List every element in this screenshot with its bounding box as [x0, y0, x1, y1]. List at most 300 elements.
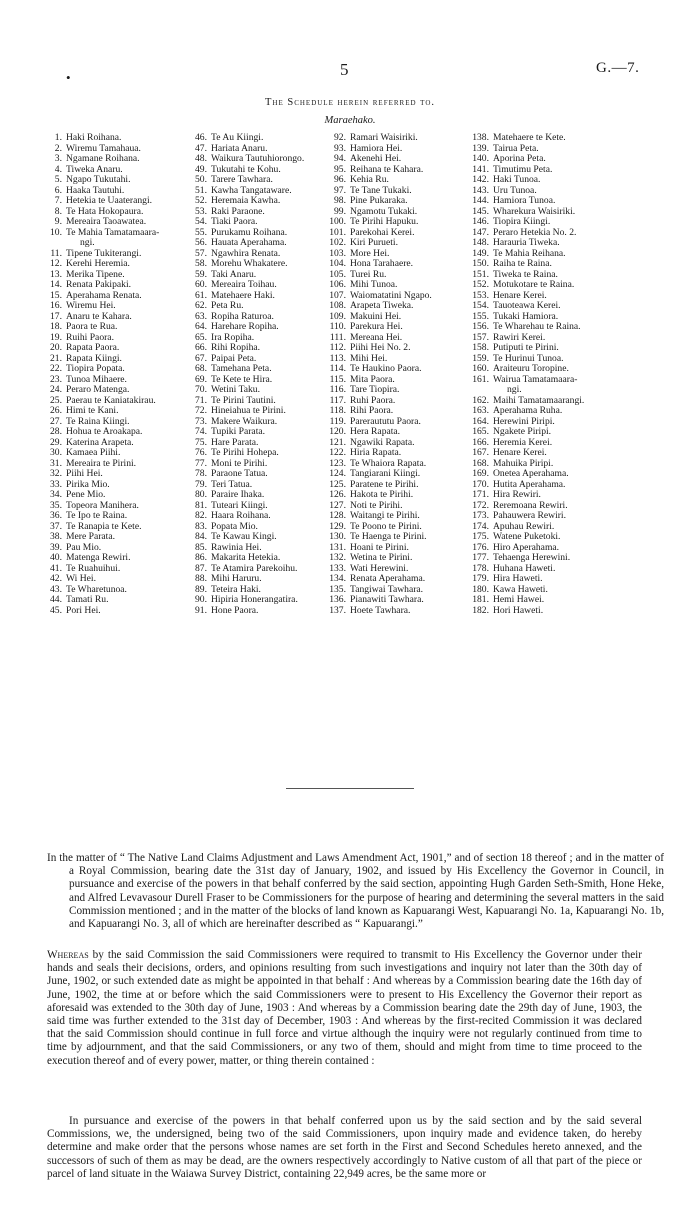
entry-name: Reihana te Kahara.	[350, 163, 424, 175]
entry-number: 66.	[195, 342, 207, 353]
entry-name: Harehare Ropiha.	[211, 321, 279, 332]
entry-number: 43.	[50, 583, 62, 595]
schedule-entry	[40, 511, 159, 522]
entry-number: 129.	[329, 520, 346, 532]
entry-number: 11.	[50, 247, 62, 259]
schedule-entry	[40, 606, 159, 617]
entry-name: Te Ruahuihui.	[66, 562, 121, 574]
entry-name: Makuini Hei.	[350, 310, 402, 322]
entry-number: 117.	[329, 394, 346, 406]
entry-name: Araiteuru Toropine.	[493, 363, 569, 374]
entry-number: 37.	[50, 520, 62, 532]
schedule-column-3	[324, 133, 432, 616]
schedule-entry	[185, 133, 304, 144]
entry-name: Rihi Ropiha.	[211, 342, 261, 353]
entry-number: 165.	[472, 426, 489, 437]
entry-name: Hoete Tawhara.	[350, 604, 411, 616]
entry-name: Ngawiki Rapata.	[350, 436, 415, 448]
entry-name: Kerehi Heremia.	[66, 258, 130, 269]
entry-number: 125.	[329, 478, 346, 490]
entry-number: 91.	[195, 604, 207, 616]
entry-name: Akenehi Hei.	[350, 153, 402, 164]
schedule-subtitle: Maraehako.	[324, 115, 376, 126]
entry-number: 143.	[472, 184, 489, 196]
entry-number: 18.	[50, 321, 62, 332]
entry-name: Te Hata Hokopaura.	[66, 205, 144, 217]
entry-name: Haki Roihana.	[66, 132, 122, 143]
entry-name: Matehaere te Kete.	[493, 132, 566, 143]
schedule-entry	[185, 301, 304, 312]
entry-name: Hineiahua te Pirini.	[211, 405, 286, 416]
schedule-entry	[324, 511, 432, 522]
entry-name: Hutita Aperahama.	[493, 478, 566, 490]
entry-name: Anaru te Kahara.	[66, 310, 132, 322]
entry-number: 153.	[472, 289, 489, 301]
entry-name: Te Tane Tukaki.	[350, 184, 412, 196]
entry-name: Henare Kerei.	[493, 447, 547, 458]
entry-name: Piihi Hei.	[66, 468, 103, 479]
entry-name: Hauata Aperahama.	[211, 237, 287, 248]
entry-number: 145.	[472, 205, 489, 217]
entry-name: Te Mahia Reihana.	[493, 247, 566, 259]
pursuance-paragraph: In pursuance and exercise of the powers in that behalf conferred upon us by the said section and by the said several Commissions, we, the undersigned, being two of the said Commissioners, upon inquiry made and evidence taken, do hereby determine and make order that the persons whose names are set forth in the First and Second Schedules hereto annexed, and the successors of such of them as may be dead, are the owners respectively accordingly to Native custom of all that part of the piece or parcel of land situate in the Waiawa Survey District, containing 22,949 acres, be the same more or	[47, 1115, 642, 1180]
entry-number: 113.	[329, 352, 346, 364]
entry-number: 112.	[329, 342, 346, 353]
schedule-entry	[324, 469, 432, 480]
entry-name: Wetina te Pirini.	[350, 552, 413, 563]
entry-number: 44.	[50, 594, 62, 605]
entry-number: 154.	[472, 300, 489, 311]
entry-number: 56.	[195, 237, 207, 248]
entry-number: 19.	[50, 331, 62, 343]
entry-name: Tiweka te Raina.	[493, 268, 558, 280]
entry-number: 170.	[472, 478, 489, 490]
entry-number: 168.	[472, 457, 489, 469]
entry-number: 70.	[195, 384, 207, 395]
entry-number: 127.	[329, 499, 346, 511]
entry-number: 41.	[50, 562, 62, 574]
schedule-entry	[467, 343, 584, 354]
entry-number: 73.	[195, 415, 207, 427]
schedule-entry	[185, 343, 304, 354]
entry-name: Mihi Hei.	[350, 352, 388, 364]
entry-name: Paraire Ihaka.	[211, 489, 265, 500]
schedule-entry	[324, 301, 432, 312]
entry-number: 141.	[472, 163, 489, 175]
schedule-entry	[185, 490, 304, 501]
entry-number: 30.	[50, 447, 62, 458]
entry-number: 23.	[50, 373, 62, 385]
entry-name: Waikura Tautuhiorongo.	[211, 153, 305, 164]
entry-number: 162.	[472, 394, 489, 406]
entry-number: 57.	[195, 247, 207, 259]
entry-number: 71.	[195, 394, 207, 406]
entry-name: Parekura Hei.	[350, 321, 403, 332]
schedule-entry	[40, 322, 159, 333]
entry-number: 102.	[329, 237, 346, 248]
entry-name: Raiha te Raina.	[493, 258, 552, 269]
schedule-entry	[40, 133, 159, 144]
entry-number: 167.	[472, 447, 489, 458]
entry-number: 52.	[195, 195, 207, 206]
entry-number: 175.	[472, 531, 489, 542]
schedule-entry	[40, 217, 159, 228]
entry-name: Maihi Tamatamaarangi.	[493, 394, 585, 406]
schedule-entry	[324, 595, 432, 606]
schedule-entry	[324, 322, 432, 333]
entry-name: Te Raina Kiingi.	[66, 415, 130, 427]
entry-name: Kamaea Piihi.	[66, 447, 121, 458]
entry-number: 60.	[195, 279, 207, 290]
entry-number: 122.	[329, 447, 346, 458]
schedule-entry	[467, 532, 584, 543]
entry-number: 144.	[472, 195, 489, 206]
entry-name: Ropiha Raturoa.	[211, 310, 274, 322]
entry-number: 128.	[329, 510, 346, 521]
entry-number: 88.	[195, 573, 207, 584]
entry-number: 98.	[334, 195, 346, 206]
entry-name: Ramari Waisiriki.	[350, 132, 418, 143]
entry-number: 138.	[472, 132, 489, 143]
entry-number: 28.	[50, 426, 62, 437]
entry-number: 160.	[472, 363, 489, 374]
margin-dot: •	[66, 70, 71, 85]
schedule-entry	[40, 280, 159, 291]
entry-number: 38.	[50, 531, 62, 542]
entry-name: Uru Tunoa.	[493, 184, 537, 196]
entry-name: Te Au Kiingi.	[211, 132, 264, 143]
entry-number: 31.	[50, 457, 62, 469]
entry-number: 15.	[50, 289, 62, 301]
schedule-entry	[467, 280, 584, 291]
entry-name: Motukotare te Raina.	[493, 279, 575, 290]
entry-number: 74.	[195, 426, 207, 437]
entry-name: Paratene te Pirihi.	[350, 478, 419, 490]
entry-number: 65.	[195, 331, 207, 343]
entry-name: Pine Pukaraka.	[350, 195, 408, 206]
entry-name-continuation: ngi.	[80, 237, 95, 248]
entry-name: Tairua Peta.	[493, 142, 539, 154]
schedule-entry	[467, 238, 584, 249]
entry-name: Putiputi te Pirini.	[493, 342, 559, 353]
schedule-entry	[324, 606, 432, 617]
entry-name: Wi Hei.	[66, 573, 96, 584]
entry-name: Wiremu Hei.	[66, 300, 116, 311]
entry-name: Tarere Tawhara.	[211, 174, 273, 185]
entry-number: 58.	[195, 258, 207, 269]
entry-number: 177.	[472, 552, 489, 563]
entry-name: Wharekura Waisiriki.	[493, 205, 576, 217]
schedule-entry	[467, 490, 584, 501]
entry-number: 118.	[329, 405, 346, 416]
entry-number: 166.	[472, 436, 489, 448]
entry-number: 27.	[50, 415, 62, 427]
entry-name: Parekohai Kerei.	[350, 226, 415, 238]
entry-number: 1.	[54, 132, 62, 143]
entry-name: Heremia Kerei.	[493, 436, 553, 448]
entry-number: 134.	[329, 573, 346, 584]
entry-number: 10.	[50, 226, 62, 238]
entry-number: 2.	[54, 142, 62, 154]
entry-name: Tukaki Hamiora.	[493, 310, 559, 322]
entry-name: Henare Kerei.	[493, 289, 547, 301]
page-number: 5	[340, 60, 349, 79]
entry-number: 103.	[329, 247, 346, 259]
schedule-entry	[324, 490, 432, 501]
schedule-entry	[185, 595, 304, 606]
entry-number: 21.	[50, 352, 62, 364]
schedule-entry	[40, 406, 159, 417]
entry-number: 96.	[334, 174, 346, 185]
entry-name: Pareraututu Paora.	[350, 415, 421, 427]
entry-number: 35.	[50, 499, 62, 511]
entry-number: 124.	[329, 468, 346, 479]
entry-name: Paora te Rua.	[66, 321, 118, 332]
entry-number: 172.	[472, 499, 489, 511]
entry-number: 49.	[195, 163, 207, 175]
entry-name: Hone Paora.	[211, 604, 259, 616]
entry-number: 121.	[329, 436, 346, 448]
entry-name: Tuteari Kiingi.	[211, 499, 268, 511]
entry-number: 4.	[54, 163, 62, 175]
schedule-entry	[467, 133, 584, 144]
entry-name: Tiaki Paora.	[211, 216, 258, 227]
schedule-entry	[40, 490, 159, 501]
entry-name: Rawiri Kerei.	[493, 331, 546, 343]
entry-number: 181.	[472, 594, 489, 605]
entry-name: Te Whaiora Rapata.	[350, 457, 427, 469]
entry-name: Ruihi Paora.	[66, 331, 114, 343]
whereas-text: by the said Commission the said Commissioners were required to transmit to His Excellency the Governor under their hands and seals their decisions, orders, and opinions resulting from such investigations and inquiry not later than the 30th day of June, 1902, or such extended date as might be appointed in that behalf : And whereas by a Commission bearing date the 16th day of June, 1902, the time at or before which the said Commissioners were to present to His Excellency the Governor their report as aforesaid was extended to the 30th day of June, 1903 : And whereas by a Commission bearing date the 29th day of June, 1903, the said time was further extended to the 31st day of December, 1903 : And whereas by the first-recited Commission it was declared that the said Commission should continue in full force and virtue although the inquiry were not regularly continued from time to time by adjournment, and that the said Commissioners, or any two of them, should and might from time to time proceed to the execution thereof and of every power, matter, or thing therein contained :	[47, 949, 642, 1067]
entry-name: Kiri Purueti.	[350, 237, 398, 248]
schedule-title: The Schedule herein referred to.	[264, 97, 436, 108]
entry-name: Tangiwai Tawhara.	[350, 583, 424, 595]
entry-name: Hori Haweti.	[493, 604, 544, 616]
entry-name: Haara Roihana.	[211, 510, 271, 521]
schedule-entry	[40, 427, 159, 438]
entry-name: Te Haukino Paora.	[350, 363, 422, 374]
schedule-entry	[324, 427, 432, 438]
entry-name: Mihi Haruru.	[211, 573, 262, 584]
entry-name: Te Pirini Tautini.	[211, 394, 276, 406]
entry-name: Peraro Matenga.	[66, 384, 130, 395]
entry-name: Hira Haweti.	[493, 573, 543, 584]
entry-number: 101.	[329, 226, 346, 238]
entry-number: 97.	[334, 184, 346, 196]
schedule-entry	[185, 553, 304, 564]
entry-number: 114.	[329, 363, 346, 374]
entry-name: Merika Tipene.	[66, 268, 125, 280]
entry-number: 171.	[472, 489, 489, 500]
entry-name: Paraone Tatua.	[211, 468, 268, 479]
entry-number: 25.	[50, 394, 62, 406]
schedule-entry	[324, 175, 432, 186]
entry-name: Ngawhira Renata.	[211, 247, 281, 259]
entry-number: 164.	[472, 415, 489, 427]
schedule-entry	[40, 553, 159, 564]
entry-name: Te Poono te Pirini.	[350, 520, 422, 532]
entry-name: Tipene Tukiterangi.	[66, 247, 142, 259]
entry-name: Tupiki Parata.	[211, 426, 266, 437]
entry-number: 77.	[195, 457, 207, 469]
entry-number: 152.	[472, 279, 489, 290]
entry-name: Hakota te Pirihi.	[350, 489, 414, 500]
entry-number: 85.	[195, 541, 207, 553]
entry-name: Ira Ropiha.	[211, 331, 255, 343]
schedule-entry	[40, 154, 159, 165]
entry-name: Makarita Hetekia.	[211, 552, 281, 563]
entry-name: Matenga Rewiri.	[66, 552, 131, 563]
entry-number: 137.	[329, 604, 346, 616]
entry-number: 149.	[472, 247, 489, 259]
entry-name: Kawa Haweti.	[493, 583, 548, 595]
entry-name: Te Hurinui Tunoa.	[493, 352, 564, 364]
schedule-entry	[185, 175, 304, 186]
entry-name: Popata Mio.	[211, 520, 258, 532]
entry-name: Tamati Ru.	[66, 594, 109, 605]
entry-name: Waiomatatini Ngapo.	[350, 289, 432, 301]
entry-name: More Hei.	[350, 247, 390, 259]
entry-number: 3.	[54, 153, 62, 164]
schedule-column-1	[40, 133, 159, 616]
entry-name: Mere Parata.	[66, 531, 116, 542]
section-divider	[286, 788, 414, 789]
entry-name: Kehia Ru.	[350, 174, 389, 185]
entry-number: 135.	[329, 583, 346, 595]
entry-number: 110.	[329, 321, 346, 332]
entry-name: Tunoa Mihaere.	[66, 373, 127, 385]
schedule-entry	[40, 175, 159, 186]
entry-name: Te Kete te Hira.	[211, 373, 273, 385]
schedule-entry	[467, 196, 584, 207]
entry-number: 107.	[329, 289, 346, 301]
entry-name: Pori Hei.	[66, 604, 101, 616]
schedule-entry	[324, 196, 432, 207]
entry-name: Morehu Whakatere.	[211, 258, 288, 269]
entry-number: 8.	[54, 205, 62, 217]
entry-number: 157.	[472, 331, 489, 343]
entry-name: Turei Ru.	[350, 268, 387, 280]
schedule-entry	[185, 574, 304, 585]
entry-number: 78.	[195, 468, 207, 479]
entry-number: 100.	[329, 216, 346, 227]
entry-number: 62.	[195, 300, 207, 311]
entry-name: Hoani te Pirini.	[350, 541, 409, 553]
schedule-entry	[467, 553, 584, 564]
schedule-entry	[467, 511, 584, 522]
entry-name: Hipiria Honerangatira.	[211, 594, 298, 605]
entry-number: 55.	[195, 226, 207, 238]
entry-name: Hiria Rapata.	[350, 447, 402, 458]
entry-number: 34.	[50, 489, 62, 500]
schedule-entry	[467, 375, 584, 386]
schedule-entry	[40, 259, 159, 270]
entry-number: 22.	[50, 363, 62, 374]
entry-number: 89.	[195, 583, 207, 595]
entry-name: Reremoana Rewiri.	[493, 499, 568, 511]
schedule-entry	[185, 364, 304, 375]
entry-number: 69.	[195, 373, 207, 385]
schedule-entry	[324, 364, 432, 375]
entry-name: Katerina Arapeta.	[66, 436, 134, 448]
entry-number: 9.	[54, 216, 62, 227]
schedule-entry	[467, 574, 584, 585]
entry-number: 173.	[472, 510, 489, 521]
entry-number: 59.	[195, 268, 207, 280]
document-reference: G.—7.	[596, 60, 640, 76]
entry-name: Topeora Manihera.	[66, 499, 139, 511]
entry-number: 174.	[472, 520, 489, 532]
entry-name: Te Atamira Parekoihu.	[211, 562, 298, 574]
entry-name: Te Wharetunoa.	[66, 583, 127, 595]
entry-name: Ngakete Piripi.	[493, 426, 552, 437]
entry-name: Matehaere Haki.	[211, 289, 275, 301]
schedule-entry	[467, 364, 584, 375]
entry-name: Noti te Pirihi.	[350, 499, 403, 511]
entry-name: Pene Mio.	[66, 489, 106, 500]
schedule-entry	[40, 469, 159, 480]
schedule-entry	[185, 406, 304, 417]
entry-name: Wiremu Tamahaua.	[66, 142, 141, 154]
entry-name: Hira Rewiri.	[493, 489, 541, 500]
entry-name: Harauria Tiweka.	[493, 237, 560, 248]
entry-number: 39.	[50, 541, 62, 553]
entry-number: 169.	[472, 468, 489, 479]
entry-name: Renata Pakipaki.	[66, 279, 132, 290]
schedule-entry	[467, 406, 584, 417]
entry-number: 139.	[472, 142, 489, 154]
entry-number: 42.	[50, 573, 62, 584]
entry-name: Mereana Hei.	[350, 331, 403, 343]
entry-name: Peta Ru.	[211, 300, 244, 311]
entry-name: Hetekia te Uaaterangi.	[66, 195, 153, 206]
schedule-entry	[185, 385, 304, 396]
entry-name: Aperahama Ruha.	[493, 405, 563, 416]
schedule-entry	[467, 606, 584, 617]
entry-name: Hera Rapata.	[350, 426, 401, 437]
entry-name: Tare Tiopira.	[350, 384, 400, 395]
entry-number: 67.	[195, 352, 207, 364]
entry-number: 20.	[50, 342, 62, 353]
entry-name: Kawha Tangataware.	[211, 184, 292, 196]
entry-number: 104.	[329, 258, 346, 269]
entry-name: Hamiora Tunoa.	[493, 195, 556, 206]
entry-number: 64.	[195, 321, 207, 332]
entry-name: Tehaenga Herewini.	[493, 552, 571, 563]
entry-name: Hiro Aperahama.	[493, 541, 560, 553]
schedule-entry	[185, 280, 304, 291]
entry-number: 51.	[195, 184, 207, 196]
entry-number: 82.	[195, 510, 207, 521]
entry-number: 132.	[329, 552, 346, 563]
entry-name: Onetea Aperahama.	[493, 468, 569, 479]
entry-name: Hariata Anaru.	[211, 142, 268, 154]
entry-name: Raki Paraone.	[211, 205, 265, 217]
entry-name: Hohua te Aroakapa.	[66, 426, 143, 437]
entry-number: 6.	[54, 184, 62, 196]
schedule-entry	[40, 196, 159, 207]
entry-name: Te Wharehau te Raina.	[493, 321, 581, 332]
entry-name: Arapeta Tiweka.	[350, 300, 414, 311]
entry-number: 158.	[472, 342, 489, 353]
entry-name: Ngamotu Tukaki.	[350, 205, 418, 217]
schedule-entry	[324, 532, 432, 543]
schedule-entry	[40, 532, 159, 543]
schedule-entry	[40, 301, 159, 312]
entry-number: 61.	[195, 289, 207, 301]
entry-number: 36.	[50, 510, 62, 521]
entry-number: 105.	[329, 268, 346, 280]
